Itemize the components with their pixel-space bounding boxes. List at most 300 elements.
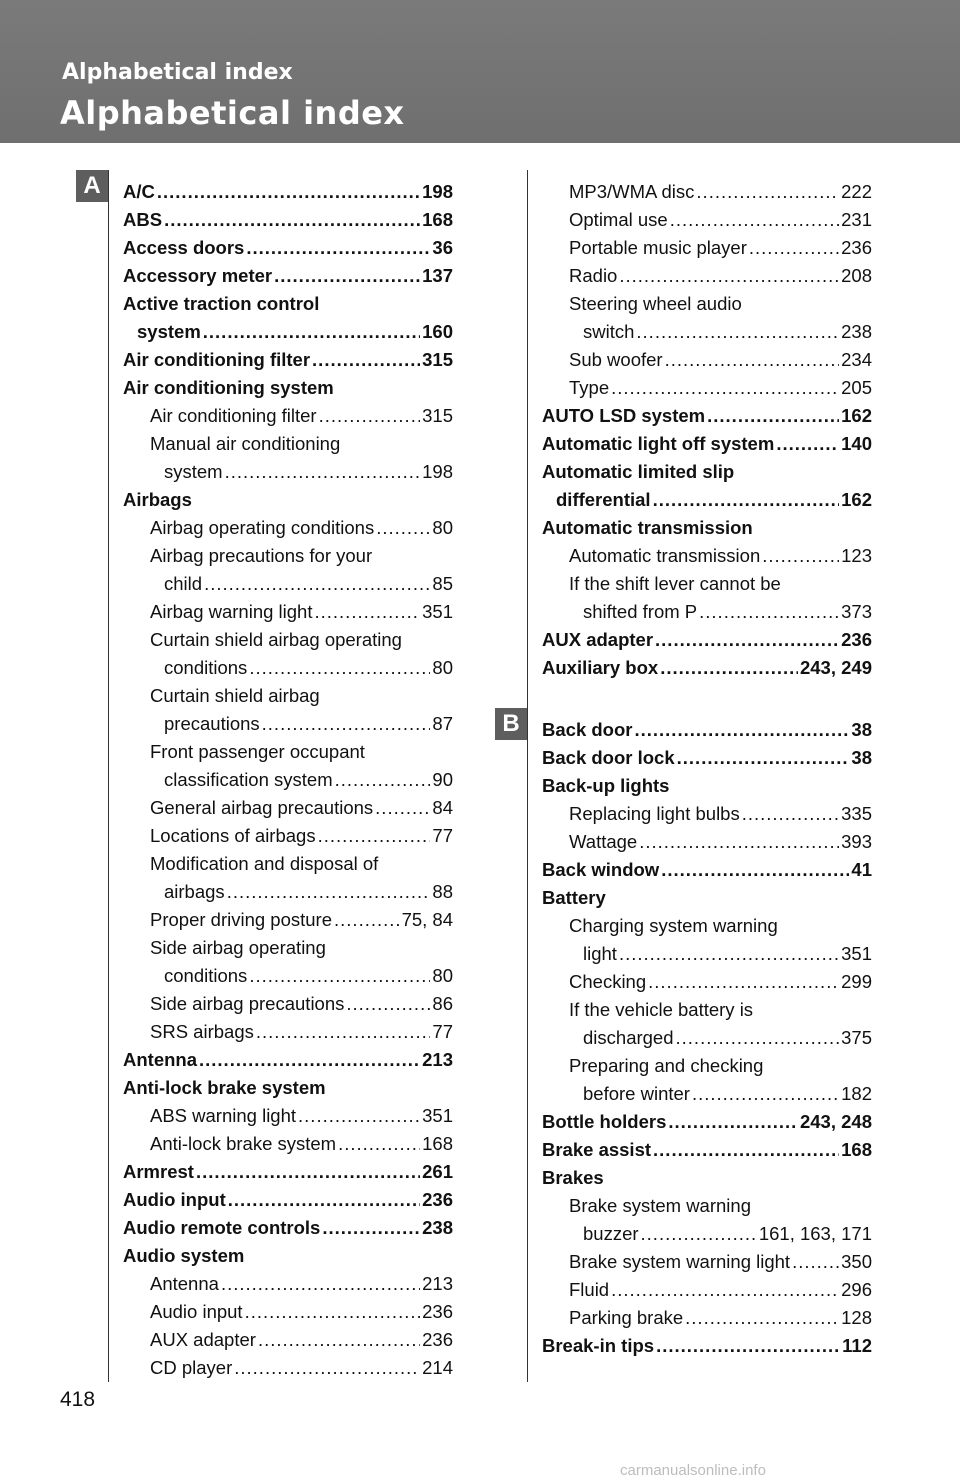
index-entry	[542, 744, 872, 772]
entry-term: Automatic transmission	[542, 517, 753, 538]
entry-term: light	[583, 943, 617, 964]
entry-term: Sub woofer	[569, 349, 663, 370]
dot-leader	[685, 1304, 839, 1332]
index-entry	[542, 654, 872, 682]
entry-term: Portable music player	[569, 237, 747, 258]
index-entry	[123, 766, 453, 794]
entry-page: 238	[841, 321, 872, 342]
entry-page: 208	[841, 265, 872, 286]
dot-leader	[346, 990, 430, 1018]
dot-leader	[677, 744, 850, 772]
page-title: Alphabetical index	[60, 94, 405, 132]
entry-term: Audio input	[150, 1301, 243, 1322]
entry-page: 238	[422, 1217, 453, 1238]
dot-leader	[696, 178, 839, 206]
dot-leader	[314, 598, 420, 626]
entry-page: 80	[432, 965, 453, 986]
index-entry	[123, 262, 453, 290]
entry-page: 213	[422, 1049, 453, 1070]
entry-page: 335	[841, 803, 872, 824]
entry-term: Automatic transmission	[569, 545, 761, 566]
entry-page: 261	[422, 1161, 453, 1182]
entry-page: 222	[841, 181, 872, 202]
entry-term: If the shift lever cannot be	[569, 573, 781, 594]
entry-term: Parking brake	[569, 1307, 684, 1328]
entry-term: Proper driving posture	[150, 909, 333, 930]
dot-leader	[648, 968, 839, 996]
entry-term: Manual air conditioning	[150, 433, 341, 454]
entry-page: 84	[432, 797, 453, 818]
entry-page: 375	[841, 1027, 872, 1048]
index-entry	[123, 794, 453, 822]
dot-leader	[656, 1332, 840, 1360]
entry-term: AUTO LSD system	[542, 405, 706, 426]
dot-leader	[227, 878, 431, 906]
index-entry	[542, 430, 872, 458]
index-entry	[542, 598, 872, 626]
index-entry	[123, 682, 453, 710]
entry-page: 351	[422, 601, 453, 622]
dot-leader	[676, 1024, 840, 1052]
index-entry	[123, 1298, 453, 1326]
index-entry	[123, 178, 453, 206]
index-entry	[123, 626, 453, 654]
index-entry	[123, 822, 453, 850]
index-entry	[542, 374, 872, 402]
entry-term: ABS	[123, 209, 163, 230]
entry-term: Back window	[542, 859, 660, 880]
dot-leader	[318, 822, 431, 850]
dot-leader	[334, 906, 400, 934]
index-entry	[542, 542, 872, 570]
dot-leader	[641, 1220, 757, 1248]
entry-term: Brake assist	[542, 1139, 652, 1160]
entry-page: 123	[841, 545, 872, 566]
entry-page: 168	[422, 209, 453, 230]
entry-term: If the vehicle battery is	[569, 999, 754, 1020]
dot-leader	[225, 458, 421, 486]
index-entry	[123, 598, 453, 626]
entry-term: buzzer	[583, 1223, 639, 1244]
entry-term: Anti-lock brake system	[123, 1077, 326, 1098]
entry-term: Battery	[542, 887, 606, 908]
index-entry	[123, 1242, 453, 1270]
index-entry	[542, 458, 872, 486]
entry-page: 214	[422, 1357, 453, 1378]
index-entry	[123, 1158, 453, 1186]
entry-term: A/C	[123, 181, 155, 202]
index-entry	[542, 1276, 872, 1304]
entry-page: 36	[432, 237, 453, 258]
section-tab-b: B	[495, 708, 527, 740]
entry-term: precautions	[164, 713, 260, 734]
entry-page: 38	[851, 747, 872, 768]
index-entry	[542, 912, 872, 940]
index-entry	[542, 290, 872, 318]
index-entry	[123, 206, 453, 234]
entry-term: conditions	[164, 657, 248, 678]
entry-term: system	[137, 321, 201, 342]
entry-term: SRS airbags	[150, 1021, 254, 1042]
entry-term: Side airbag precautions	[150, 993, 345, 1014]
entry-term: Airbag operating conditions	[150, 517, 375, 538]
entry-term: Wattage	[569, 831, 638, 852]
index-entry	[123, 1074, 453, 1102]
index-entry	[123, 850, 453, 878]
entry-term: Brake system warning light	[569, 1251, 791, 1272]
entry-term: Airbag warning light	[150, 601, 313, 622]
entry-page: 88	[432, 881, 453, 902]
entry-page: 128	[841, 1307, 872, 1328]
dot-leader	[228, 1186, 420, 1214]
index-entry	[123, 486, 453, 514]
dot-leader	[157, 178, 420, 206]
index-entry	[542, 772, 872, 800]
index-entry	[542, 716, 872, 744]
entry-term: Bottle holders	[542, 1111, 667, 1132]
index-entry	[123, 318, 453, 346]
index-entry	[542, 626, 872, 654]
entry-term: Back door	[542, 719, 633, 740]
entry-page: 140	[841, 433, 872, 454]
entry-page: 112	[842, 1335, 872, 1356]
entry-term: system	[164, 461, 223, 482]
dot-leader	[322, 1214, 420, 1242]
dot-leader	[199, 1046, 420, 1074]
entry-term: Checking	[569, 971, 647, 992]
dot-leader	[707, 402, 839, 430]
index-entry	[542, 940, 872, 968]
entry-page: 236	[841, 629, 872, 650]
dot-leader	[262, 710, 431, 738]
dot-leader	[376, 514, 430, 542]
entry-page: 90	[432, 769, 453, 790]
entry-page: 236	[422, 1329, 453, 1350]
entry-term: Radio	[569, 265, 618, 286]
index-entry	[123, 1046, 453, 1074]
entry-term: discharged	[583, 1027, 674, 1048]
dot-leader	[653, 486, 840, 514]
entry-term: AUX adapter	[542, 629, 654, 650]
index-entry	[542, 1108, 872, 1136]
entry-term: Brakes	[542, 1167, 604, 1188]
dot-leader	[653, 1136, 839, 1164]
left-divider	[108, 170, 109, 1382]
entry-page: 393	[841, 831, 872, 852]
entry-term: Brake system warning	[569, 1195, 751, 1216]
index-entry	[123, 1102, 453, 1130]
entry-term: Back door lock	[542, 747, 675, 768]
entry-page: 86	[432, 993, 453, 1014]
dot-leader	[792, 1248, 839, 1276]
index-entry	[123, 458, 453, 486]
entry-term: differential	[556, 489, 651, 510]
entry-term: Front passenger occupant	[150, 741, 365, 762]
section-tab-a: A	[76, 170, 108, 202]
entry-page: 161, 163, 171	[758, 1223, 872, 1244]
entry-page: 243, 248	[799, 1111, 872, 1132]
dot-leader	[256, 1018, 431, 1046]
entry-term: Armrest	[123, 1161, 194, 1182]
entry-term: General airbag precautions	[150, 797, 374, 818]
index-entry	[542, 1304, 872, 1332]
entry-page: 351	[422, 1105, 453, 1126]
index-entry	[123, 1270, 453, 1298]
index-entry	[542, 234, 872, 262]
page-number: 418	[60, 1388, 96, 1411]
entry-term: ABS warning light	[150, 1105, 297, 1126]
index-entry	[123, 1326, 453, 1354]
index-entry	[542, 968, 872, 996]
index-entry	[542, 570, 872, 598]
entry-term: Airbag precautions for your	[150, 545, 373, 566]
entry-term: airbags	[164, 881, 225, 902]
index-entry	[542, 1136, 872, 1164]
index-entry	[542, 996, 872, 1024]
dot-leader	[699, 598, 839, 626]
index-entry	[123, 1214, 453, 1242]
index-entry	[123, 290, 453, 318]
entry-term: Side airbag operating	[150, 937, 326, 958]
entry-term: classification system	[164, 769, 333, 790]
entry-term: Accessory meter	[123, 265, 273, 286]
entry-term: Air conditioning system	[123, 377, 334, 398]
entry-page: 162	[841, 489, 872, 510]
entry-term: Active traction control	[123, 293, 320, 314]
entry-term: Curtain shield airbag operating	[150, 629, 402, 650]
entry-term: Steering wheel audio	[569, 293, 742, 314]
entry-page: 162	[841, 405, 872, 426]
dot-leader	[634, 716, 849, 744]
dot-leader	[660, 654, 798, 682]
dot-leader	[665, 346, 840, 374]
entry-page: 234	[841, 349, 872, 370]
entry-term: Air conditioning filter	[123, 349, 311, 370]
dot-leader	[249, 962, 430, 990]
index-entry	[123, 542, 453, 570]
entry-page: 182	[841, 1083, 872, 1104]
dot-leader	[258, 1326, 420, 1354]
dot-leader	[636, 318, 839, 346]
entry-page: 236	[841, 237, 872, 258]
entry-page: 315	[422, 349, 453, 370]
index-entry	[542, 800, 872, 828]
dot-leader	[670, 206, 839, 234]
dot-leader	[611, 1276, 839, 1304]
entry-page: 236	[422, 1301, 453, 1322]
dot-leader	[762, 542, 839, 570]
dot-leader	[204, 570, 430, 598]
dot-leader	[655, 626, 839, 654]
dot-leader	[611, 374, 839, 402]
entry-term: Audio remote controls	[123, 1217, 321, 1238]
index-entry	[123, 402, 453, 430]
entry-term: Airbags	[123, 489, 192, 510]
index-entry	[123, 878, 453, 906]
dot-leader	[668, 1108, 798, 1136]
page-header	[0, 0, 960, 143]
entry-page: 80	[432, 657, 453, 678]
index-entry	[123, 1130, 453, 1158]
entry-term: shifted from P	[583, 601, 698, 622]
index-entry	[123, 374, 453, 402]
index-column-left	[123, 178, 453, 1382]
entry-page: 87	[432, 713, 453, 734]
dot-leader	[298, 1102, 420, 1130]
entry-page: 315	[422, 405, 453, 426]
index-entry	[542, 1248, 872, 1276]
index-entry	[542, 318, 872, 346]
index-entry	[542, 1192, 872, 1220]
index-entry	[542, 884, 872, 912]
dot-leader	[246, 234, 430, 262]
index-entry	[123, 990, 453, 1018]
entry-term: Auxiliary box	[542, 657, 659, 678]
entry-page: 38	[851, 719, 872, 740]
dot-leader	[203, 318, 420, 346]
entry-page: 299	[841, 971, 872, 992]
entry-term: Automatic light off system	[542, 433, 775, 454]
entry-page: 198	[422, 181, 453, 202]
entry-term: Antenna	[123, 1049, 197, 1070]
index-entry	[123, 654, 453, 682]
index-entry	[123, 1354, 453, 1382]
dot-leader	[249, 654, 430, 682]
entry-term: Audio input	[123, 1189, 226, 1210]
entry-term: Antenna	[150, 1273, 219, 1294]
dot-leader	[619, 940, 839, 968]
entry-term: Charging system warning	[569, 915, 778, 936]
dot-leader	[776, 430, 839, 458]
entry-term: Air conditioning filter	[150, 405, 317, 426]
entry-term: CD player	[150, 1357, 233, 1378]
entry-term: Preparing and checking	[569, 1055, 764, 1076]
dot-leader	[164, 206, 420, 234]
entry-page: 168	[422, 1133, 453, 1154]
index-entry	[542, 486, 872, 514]
header-subtitle: Alphabetical index	[62, 60, 293, 85]
entry-term: MP3/WMA disc	[569, 181, 695, 202]
entry-term: Type	[569, 377, 610, 398]
entry-term: Back-up lights	[542, 775, 670, 796]
index-column-right	[542, 178, 872, 1360]
dot-leader	[196, 1158, 420, 1186]
entry-term: Replacing light bulbs	[569, 803, 740, 824]
entry-page: 231	[841, 209, 872, 230]
entry-page: 77	[432, 1021, 453, 1042]
index-entry	[123, 346, 453, 374]
entry-term: Anti-lock brake system	[150, 1133, 337, 1154]
entry-term: conditions	[164, 965, 248, 986]
dot-leader	[742, 800, 839, 828]
entry-page: 168	[841, 1139, 872, 1160]
dot-leader	[221, 1270, 420, 1298]
index-entry	[123, 962, 453, 990]
index-entry	[542, 1220, 872, 1248]
index-entry	[542, 1024, 872, 1052]
index-entry	[542, 178, 872, 206]
index-entry	[123, 570, 453, 598]
entry-page: 373	[841, 601, 872, 622]
entry-term: Audio system	[123, 1245, 245, 1266]
entry-term: Locations of airbags	[150, 825, 316, 846]
index-entry	[542, 402, 872, 430]
entry-page: 77	[432, 825, 453, 846]
entry-page: 198	[422, 461, 453, 482]
dot-leader	[319, 402, 421, 430]
entry-term: Access doors	[123, 237, 245, 258]
index-entry	[542, 856, 872, 884]
index-entry	[123, 430, 453, 458]
entry-page: 296	[841, 1279, 872, 1300]
dot-leader	[661, 856, 849, 884]
entry-page: 205	[841, 377, 872, 398]
entry-page: 350	[841, 1251, 872, 1272]
entry-term: before winter	[583, 1083, 690, 1104]
entry-page: 351	[841, 943, 872, 964]
entry-term: Break-in tips	[542, 1335, 655, 1356]
entry-page: 80	[432, 517, 453, 538]
index-entry	[542, 1164, 872, 1192]
entry-term: switch	[583, 321, 635, 342]
entry-term: Automatic limited slip	[542, 461, 735, 482]
entry-page: 213	[422, 1273, 453, 1294]
entry-term: child	[164, 573, 203, 594]
index-entry	[123, 234, 453, 262]
dot-leader	[692, 1080, 839, 1108]
index-entry	[123, 710, 453, 738]
entry-term: Modification and disposal of	[150, 853, 379, 874]
entry-page: 160	[422, 321, 453, 342]
dot-leader	[274, 262, 420, 290]
index-entry	[123, 514, 453, 542]
watermark: carmanualsonline.info	[620, 1462, 766, 1479]
dot-leader	[375, 794, 430, 822]
dot-leader	[639, 828, 839, 856]
dot-leader	[749, 234, 839, 262]
index-entry	[542, 346, 872, 374]
entry-term: AUX adapter	[150, 1329, 256, 1350]
index-entry	[123, 906, 453, 934]
entry-term: Optimal use	[569, 209, 668, 230]
entry-page: 243, 249	[799, 657, 872, 678]
dot-leader	[338, 1130, 420, 1158]
index-entry	[542, 828, 872, 856]
dot-leader	[245, 1298, 421, 1326]
entry-page: 85	[432, 573, 453, 594]
entry-page: 75, 84	[401, 909, 453, 930]
center-divider	[527, 170, 528, 1382]
index-entry	[542, 1332, 872, 1360]
index-entry	[123, 738, 453, 766]
dot-leader	[312, 346, 420, 374]
index-entry	[542, 262, 872, 290]
index-entry	[542, 514, 872, 542]
index-entry	[123, 1018, 453, 1046]
dot-leader	[335, 766, 431, 794]
entry-term: Curtain shield airbag	[150, 685, 320, 706]
entry-term: Fluid	[569, 1279, 610, 1300]
index-entry	[542, 1080, 872, 1108]
entry-page: 137	[422, 265, 453, 286]
dot-leader	[619, 262, 839, 290]
entry-page: 41	[851, 859, 872, 880]
index-entry	[123, 1186, 453, 1214]
index-entry	[542, 206, 872, 234]
dot-leader	[234, 1354, 420, 1382]
index-entry	[542, 1052, 872, 1080]
entry-page: 236	[422, 1189, 453, 1210]
